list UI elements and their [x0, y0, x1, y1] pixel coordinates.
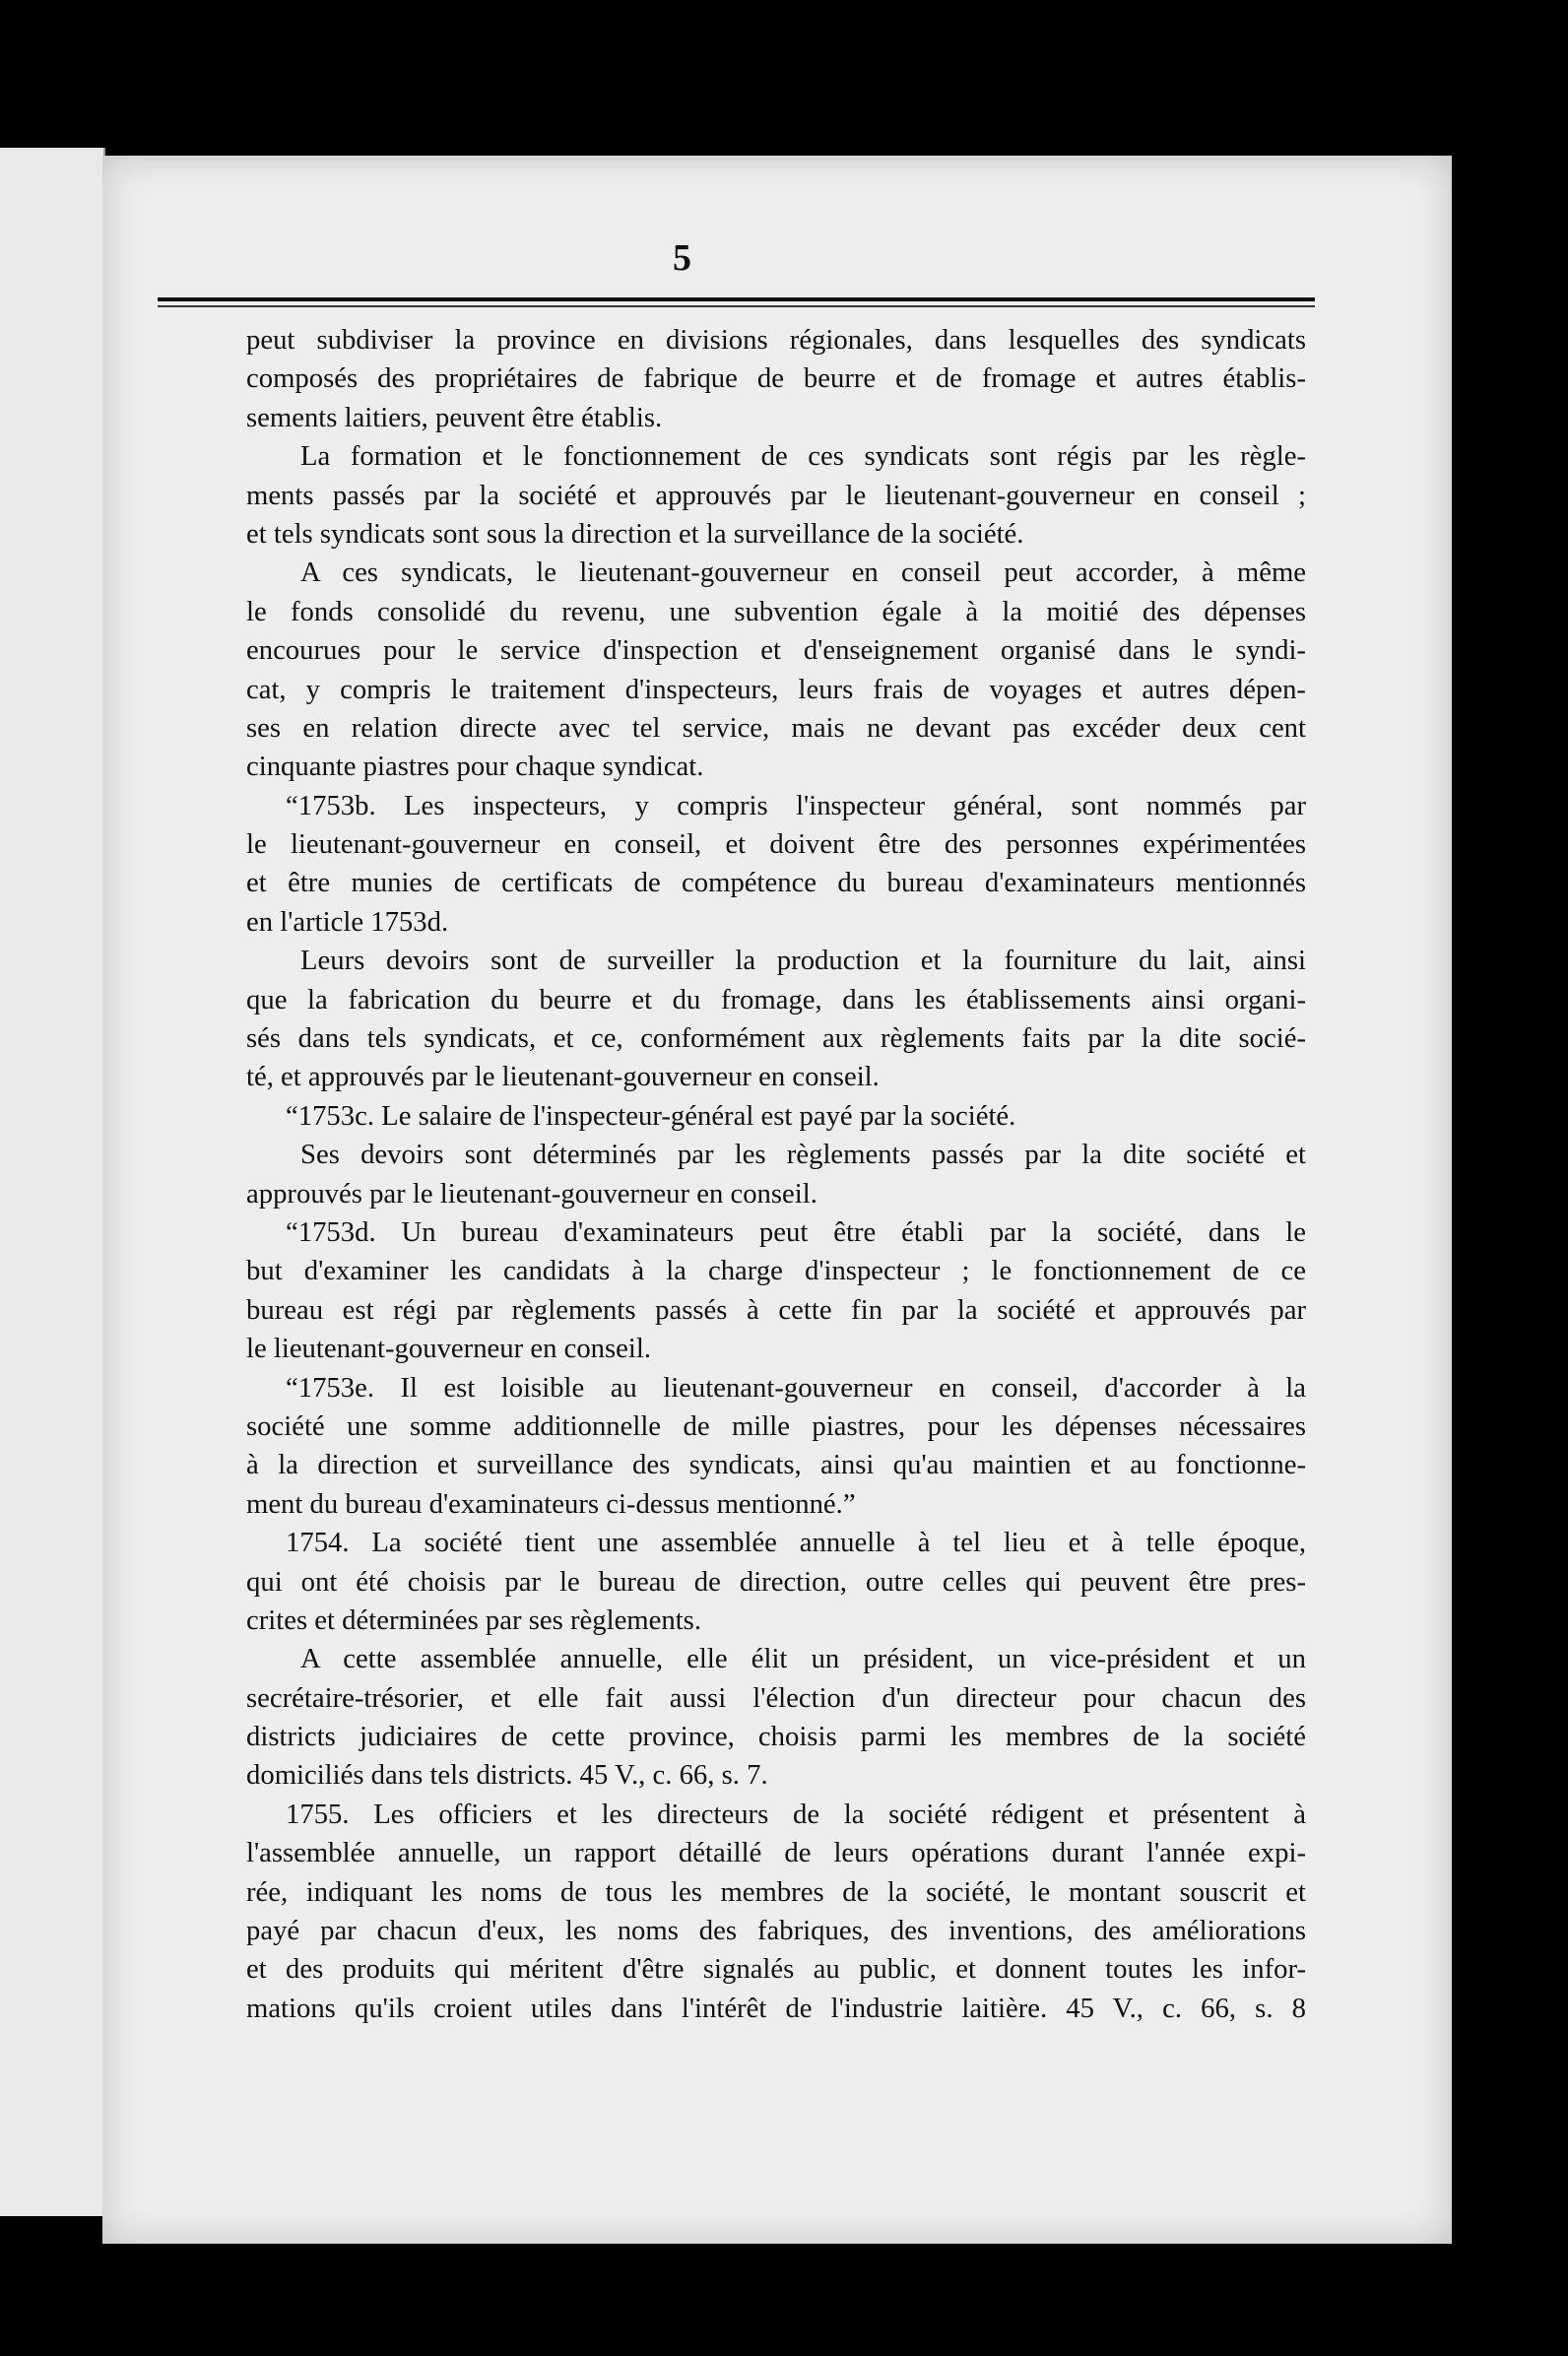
text-line: sements laitiers, peuvent être établis. — [246, 401, 663, 433]
text-line: té, et approuvés par le lieutenant-gouverneur en conseil. — [246, 1061, 880, 1093]
text-line: le lieutenant-gouverneur en conseil. — [246, 1333, 652, 1365]
header-rule-thin — [158, 305, 1315, 307]
text-line: l'assemblée annuelle, un rapport détaillé de leurs opérations durant l'année expi- — [246, 1837, 1306, 1869]
text-line: ment du bureau d'examinateurs ci-dessus mentionné.” — [246, 1487, 856, 1520]
text-line: “1753b. Les inspecteurs, y compris l'inspecteur général, sont nommés par — [286, 789, 1306, 821]
text-line: domiciliés dans tels districts. 45 V., c. 66, s. 7. — [246, 1759, 768, 1792]
text-line: districts judiciaires de cette province, choisis parmi les membres de la société — [246, 1721, 1306, 1753]
facing-page-edge — [0, 148, 105, 2216]
text-line: cat, y compris le traitement d'inspecteurs, leurs frais de voyages et autres dépen- — [246, 673, 1306, 705]
text-line: rée, indiquant les noms de tous les membres de la société, le montant souscrit et — [246, 1875, 1306, 1908]
page-number: 5 — [673, 237, 691, 279]
text-line: A ces syndicats, le lieutenant-gouverneur en conseil peut accorder, à même — [300, 556, 1306, 589]
text-line: bureau est régi par règlements passés à cette fin par la société et approuvés par — [246, 1293, 1306, 1326]
text-line: le fonds consolidé du revenu, une subvention égale à la moitié des dépenses — [246, 595, 1306, 627]
header-rule — [158, 297, 1315, 301]
text-line: La formation et le fonctionnement de ces syndicats sont régis par les règle- — [300, 440, 1306, 473]
text-line: A cette assemblée annuelle, elle élit un président, un vice-président et un — [300, 1643, 1306, 1675]
text-line: mations qu'ils croient utiles dans l'intérêt de l'industrie laitière. 45 V., c. 66, s. 8 — [246, 1992, 1306, 2024]
text-line: cinquante piastres pour chaque syndicat. — [246, 751, 704, 783]
text-line: payé par chacun d'eux, les noms des fabriques, des inventions, des améliorations — [246, 1915, 1306, 1947]
text-line: approuvés par le lieutenant-gouverneur en conseil. — [246, 1177, 817, 1210]
text-line: société une somme additionnelle de mille piastres, pour les dépenses nécessaires — [246, 1409, 1306, 1442]
text-line: encourues pour le service d'inspection et d'enseignement organisé dans le syndi- — [246, 634, 1306, 667]
text-line: à la direction et surveillance des syndicats, ainsi qu'au maintien et au fonctionne- — [246, 1449, 1306, 1481]
text-line: et des produits qui méritent d'être signalés au public, et donnent toutes les infor- — [246, 1953, 1306, 1986]
text-line: et tels syndicats sont sous la direction et la surveillance de la société. — [246, 517, 1024, 550]
text-line: peut subdiviser la province en divisions régionales, dans lesquelles des syndicats — [246, 324, 1306, 356]
text-line: qui ont été choisis par le bureau de direction, outre celles qui peuvent être pres- — [246, 1565, 1306, 1598]
text-line: que la fabrication du beurre et du fromage, dans les établissements ainsi organi- — [246, 983, 1306, 1015]
text-line: 1755. Les officiers et les directeurs de la société rédigent et présentent à — [286, 1798, 1306, 1830]
text-line: ses en relation directe avec tel service, mais ne devant pas excéder deux cent — [246, 711, 1306, 744]
text-line: but d'examiner les candidats à la charge d'inspecteur ; le fonctionnement de ce — [246, 1255, 1306, 1287]
text-line: 1754. La société tient une assemblée annuelle à tel lieu et à telle époque, — [286, 1527, 1306, 1559]
text-line: “1753c. Le salaire de l'inspecteur-général est payé par la société. — [286, 1099, 1016, 1132]
text-line: le lieutenant-gouverneur en conseil, et doivent être des personnes expérimentées — [246, 828, 1306, 861]
text-line: “1753e. Il est loisible au lieutenant-gouverneur en conseil, d'accorder à la — [286, 1371, 1306, 1404]
text-line: en l'article 1753d. — [246, 905, 449, 938]
text-line: Ses devoirs sont déterminés par les règlements passés par la dite société et — [300, 1139, 1306, 1171]
text-line: et être munies de certificats de compétence du bureau d'examinateurs mentionnés — [246, 867, 1306, 899]
text-line: ments passés par la société et approuvés par le lieutenant-gouverneur en conseil ; — [246, 479, 1306, 511]
text-line: secrétaire-trésorier, et elle fait aussi l'élection d'un directeur pour chacun des — [246, 1681, 1306, 1714]
text-line: crites et déterminées par ses règlements. — [246, 1603, 701, 1636]
text-line: composés des propriétaires de fabrique de beurre et de fromage et autres établis- — [246, 362, 1306, 395]
text-line: sés dans tels syndicats, et ce, conformément aux règlements faits par la dite socié- — [246, 1022, 1306, 1055]
text-line: “1753d. Un bureau d'examinateurs peut être établi par la société, dans le — [286, 1215, 1306, 1248]
page-body-text — [246, 321, 1306, 2028]
text-line: Leurs devoirs sont de surveiller la production et la fourniture du lait, ainsi — [300, 945, 1306, 977]
